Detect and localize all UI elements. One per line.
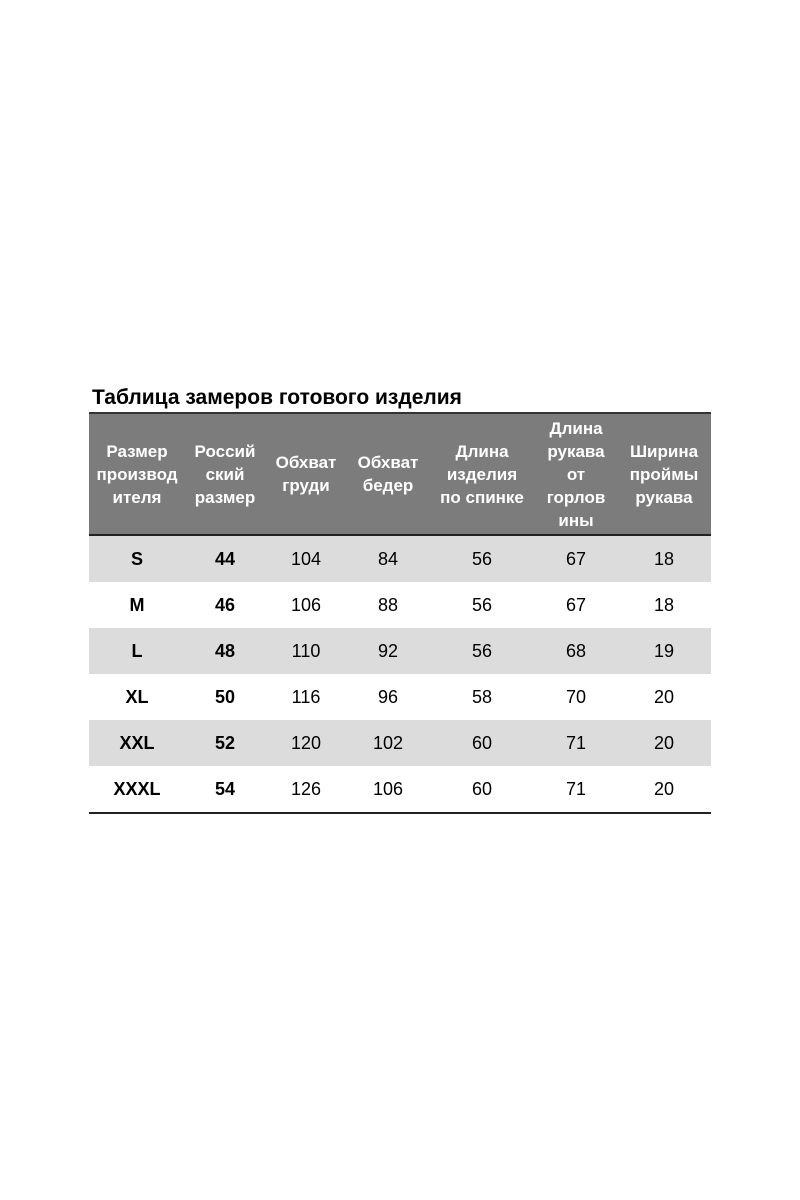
cell-sleeve-length: 71: [565, 778, 587, 799]
cell-manufacturer-size: L: [89, 628, 185, 674]
cell-back-length: 60: [429, 720, 535, 766]
cell-armhole-width: 20: [653, 686, 675, 707]
size-chart-table: [89, 412, 711, 814]
cell-hip-girth: 96: [377, 686, 399, 707]
cell-sleeve-length: 70: [565, 686, 587, 707]
cell-chest-girth: 106: [290, 594, 322, 615]
table-row: [89, 582, 711, 628]
cell-manufacturer-size: XXL: [89, 720, 185, 766]
header-sleeve-length: Длина рукава от горлов ины: [535, 413, 617, 535]
cell-back-length: 58: [471, 686, 493, 707]
cell-russian-size: 46: [214, 594, 236, 615]
cell-manufacturer-size: XXXL: [113, 778, 161, 799]
header-row: [89, 413, 711, 535]
cell-sleeve-length: 67: [535, 535, 617, 582]
cell-armhole-width: 18: [617, 535, 711, 582]
cell-russian-size: 54: [214, 778, 236, 799]
cell-russian-size: 44: [185, 535, 265, 582]
table-row: [89, 535, 711, 582]
cell-manufacturer-size: S: [89, 535, 185, 582]
cell-chest-girth: 120: [265, 720, 347, 766]
header-manufacturer-size: Размер производ ителя: [89, 413, 185, 535]
cell-back-length: 56: [471, 594, 493, 615]
header-armhole-width: Ширина проймы рукава: [617, 413, 711, 535]
cell-manufacturer-size: XL: [125, 686, 149, 707]
cell-back-length: 56: [429, 628, 535, 674]
cell-hip-girth: 102: [347, 720, 429, 766]
table-row: [89, 628, 711, 674]
header-russian-size: Россий ский размер: [185, 413, 265, 535]
cell-hip-girth: 88: [377, 594, 399, 615]
cell-sleeve-length: 68: [535, 628, 617, 674]
cell-back-length: 60: [471, 778, 493, 799]
table-title: Таблица замеров готового изделия: [92, 386, 462, 409]
cell-armhole-width: 20: [617, 720, 711, 766]
cell-hip-girth: 106: [372, 778, 404, 799]
table-row: [89, 720, 711, 766]
cell-back-length: 56: [429, 535, 535, 582]
header-chest-girth: Обхват груди: [265, 413, 347, 535]
cell-russian-size: 50: [214, 686, 236, 707]
cell-sleeve-length: 67: [565, 594, 587, 615]
cell-chest-girth: 116: [291, 686, 321, 707]
cell-hip-girth: 92: [347, 628, 429, 674]
cell-chest-girth: 104: [265, 535, 347, 582]
table-row: [89, 766, 711, 813]
cell-russian-size: 52: [185, 720, 265, 766]
cell-armhole-width: 18: [653, 594, 675, 615]
table-row: [89, 674, 711, 720]
cell-sleeve-length: 71: [535, 720, 617, 766]
cell-chest-girth: 126: [290, 778, 322, 799]
header-hip-girth: Обхват бедер: [347, 413, 429, 535]
header-back-length: Длина изделия по спинке: [429, 413, 535, 535]
cell-chest-girth: 110: [265, 628, 347, 674]
cell-armhole-width: 20: [653, 778, 675, 799]
cell-manufacturer-size: M: [129, 594, 145, 615]
cell-russian-size: 48: [185, 628, 265, 674]
cell-hip-girth: 84: [347, 535, 429, 582]
cell-armhole-width: 19: [617, 628, 711, 674]
